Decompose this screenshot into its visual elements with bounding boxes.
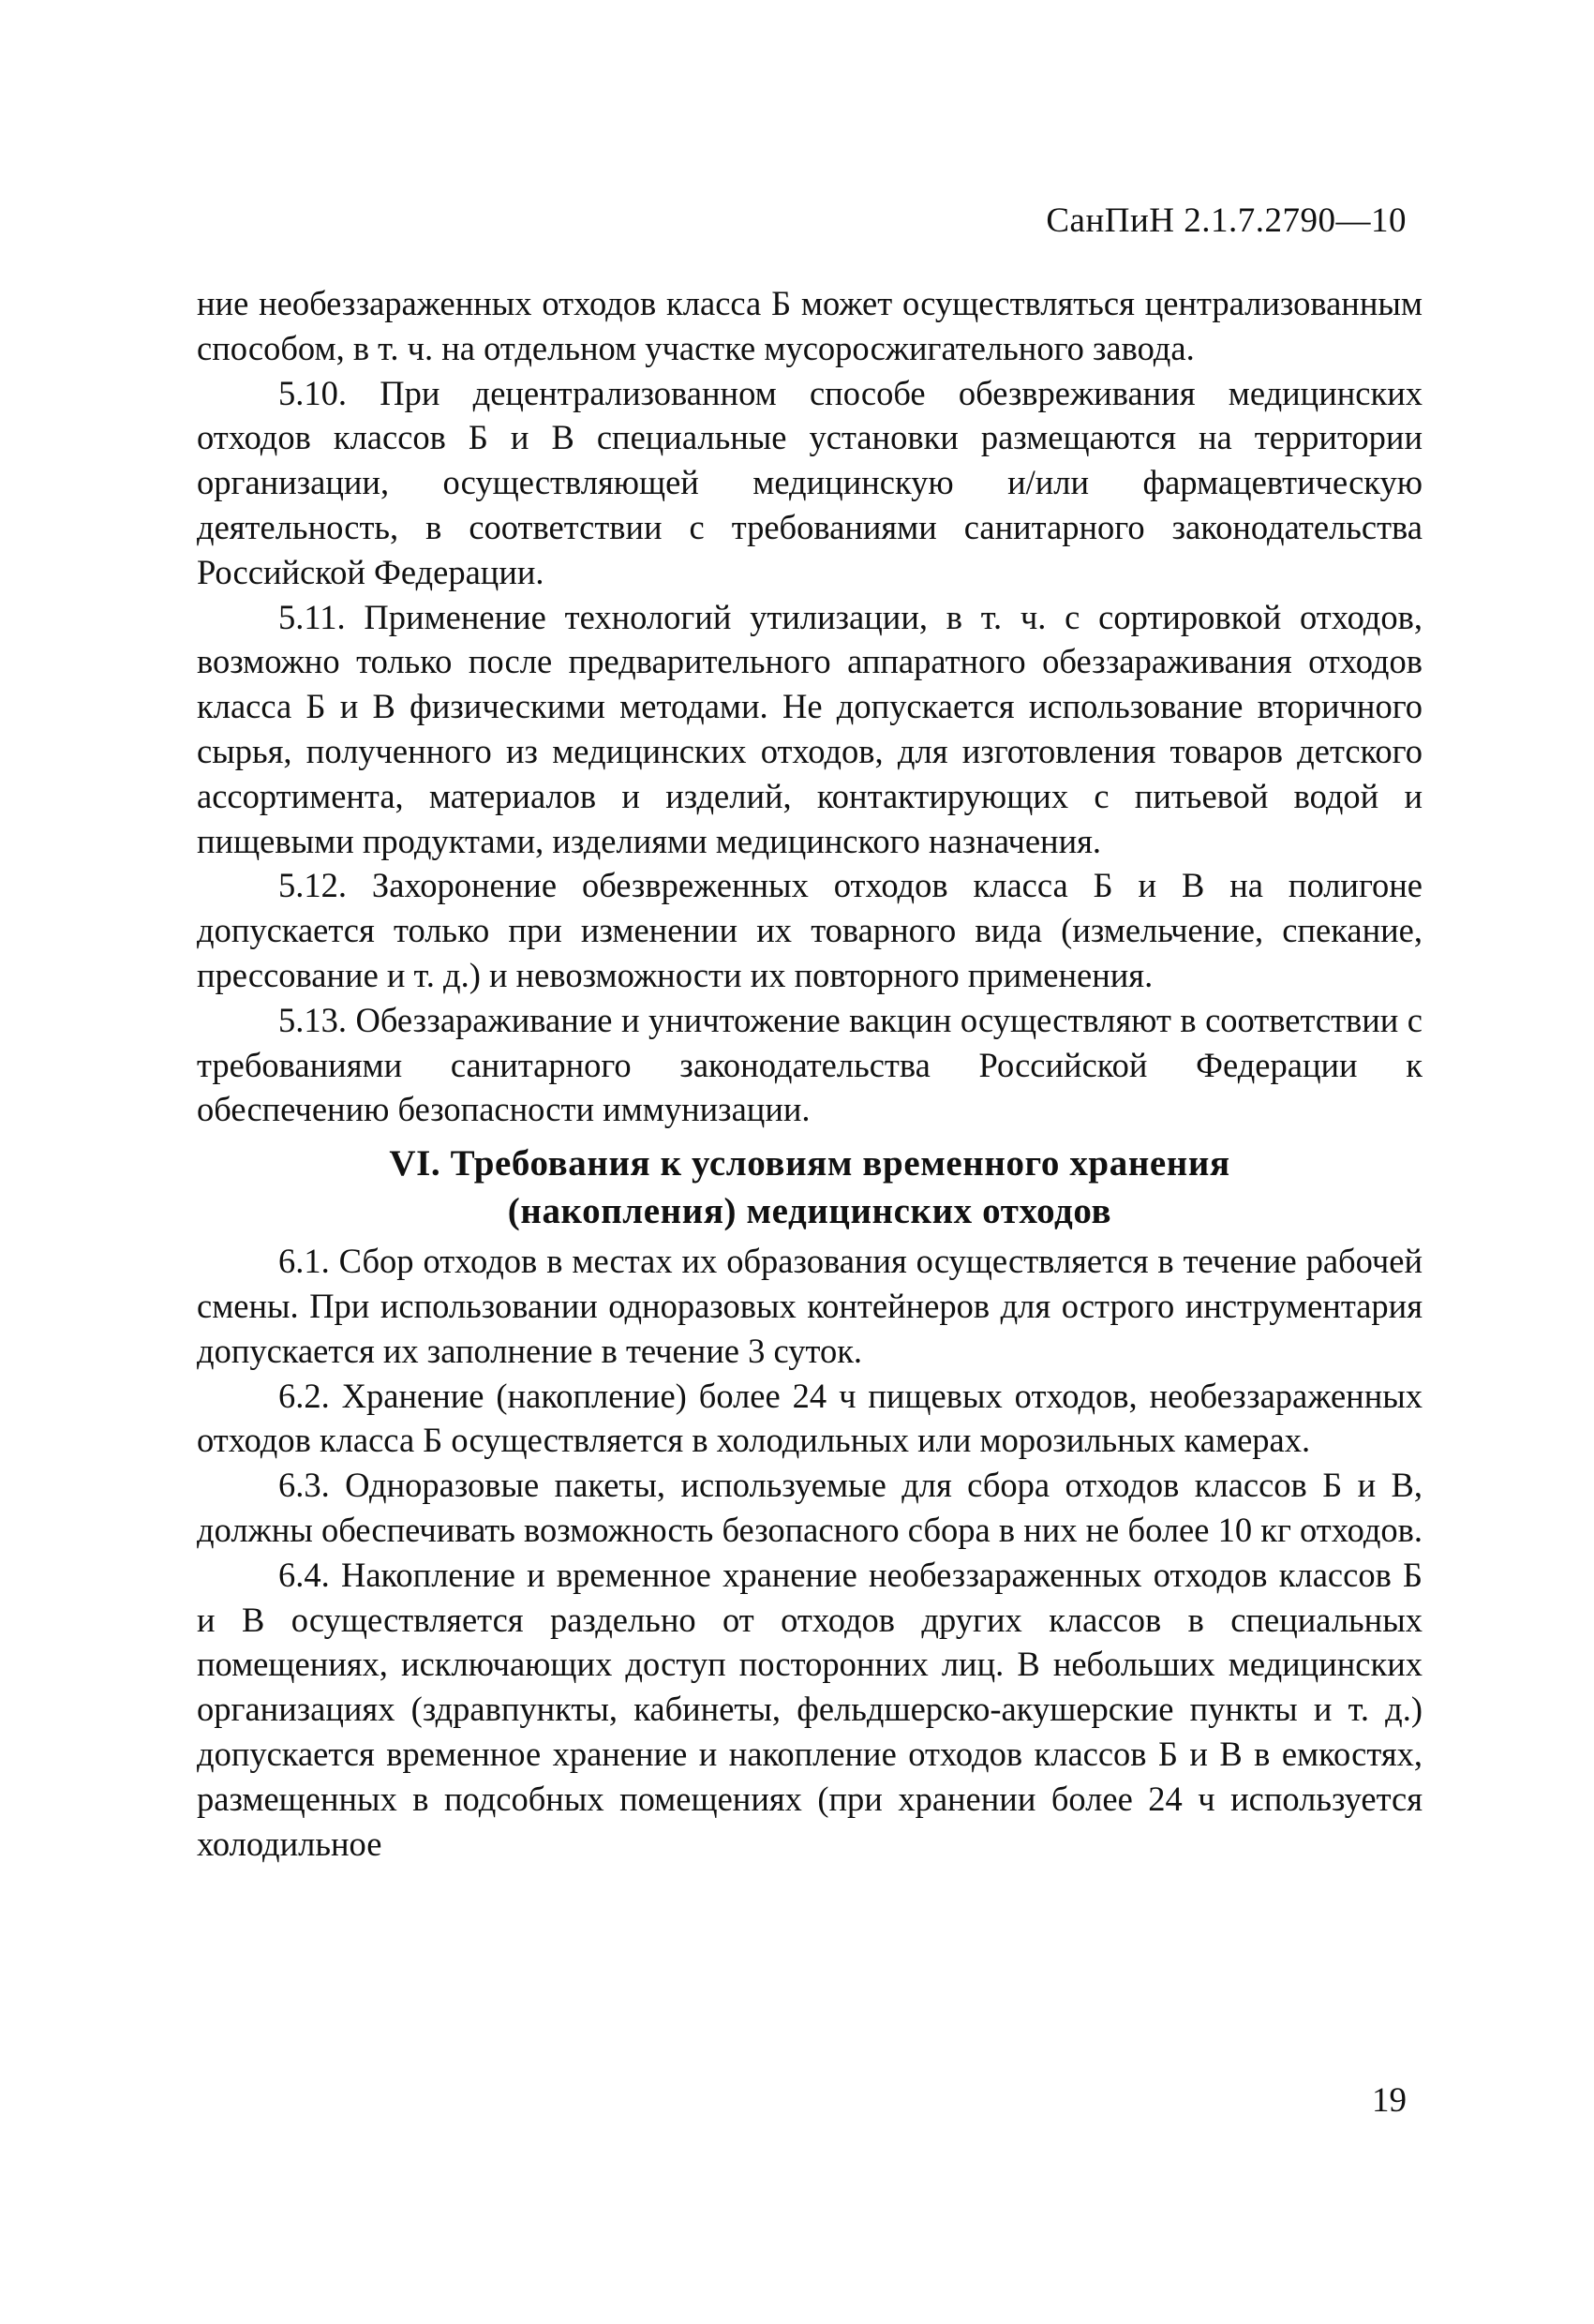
paragraph-6-2: 6.2. Хранение (накопление) более 24 ч пищевых отходов, необеззараженных отходов класса Б осуществляется в холодильных или морозильных камерах. (197, 1376, 1423, 1460)
paragraph-6-3: 6.3. Одноразовые пакеты, используемые для сбора отходов классов Б и В, должны обеспечивать возможность безопасного сбора в них не более 10 кг отходов. (197, 1466, 1423, 1549)
main-text (197, 281, 1423, 1866)
paragraph-continuation: ние необеззараженных отходов класса Б может осуществляться централизованным способом, в т. ч. на отдельном участке мусоросжигательного завода. (197, 284, 1423, 367)
section-heading-vi (197, 1140, 1423, 1235)
paragraph-5-11: 5.11. Применение технологий утилизации, в т. ч. с сортировкой отходов, возможно только после предварительного аппаратного обеззараживания отходов класса Б и В физическими методами. Не допускается использование вторичного сырья, полученного из медицинских отходов, для изготовления товаров детского ассортимента, материалов и изделий, контактирующих с питьевой водой и пищевыми продуктами, изделиями медицинского назначения. (197, 597, 1423, 860)
paragraph-6-4: 6.4. Накопление и временное хранение необеззараженных отходов классов Б и В осуществляется раздельно от отходов других классов в специальных помещениях, исключающих доступ посторонних лиц. В небольших медицинских организациях (здравпункты, кабинеты, фельдшерско-акушерские пункты и т. д.) допускается временное хранение и накопление отходов классов Б и В в емкостях, размещенных в подсобных помещениях (при хранении более 24 ч используется холодильное (197, 1555, 1423, 1863)
paragraph-5-10: 5.10. При децентрализованном способе обезвреживания медицинских отходов классов Б и В специальные установки размещаются на территории организации, осуществляющей медицинскую и/или фармацевтическую деятельность, в соответствии с требованиями санитарного законодательства Российской Федерации. (197, 373, 1423, 591)
paragraph-5-13: 5.13. Обеззараживание и уничтожение вакцин осуществляют в соответствии с требованиями санитарного законодательства Российской Федерации к обеспечению безопасности иммунизации. (197, 1000, 1423, 1129)
paragraph-5-12: 5.12. Захоронение обезвреженных отходов класса Б и В на полигоне допускается только при изменении их товарного вида (измельчение, спекание, прессование и т. д.) и невозможности их повторного применения. (197, 866, 1423, 994)
paragraph-6-1: 6.1. Сбор отходов в местах их образования осуществляется в течение рабочей смены. При использовании одноразовых контейнеров для острого инструментария допускается их заполнение в течение 3 суток. (197, 1242, 1423, 1370)
section-heading-line-1: VI. Требования к условиям временного хранения (389, 1143, 1230, 1184)
page-number: 19 (1372, 2081, 1407, 2120)
running-header-document-code: СанПиН 2.1.7.2790—10 (1046, 201, 1407, 240)
section-heading-line-2: (накопления) медицинских отходов (507, 1191, 1112, 1232)
